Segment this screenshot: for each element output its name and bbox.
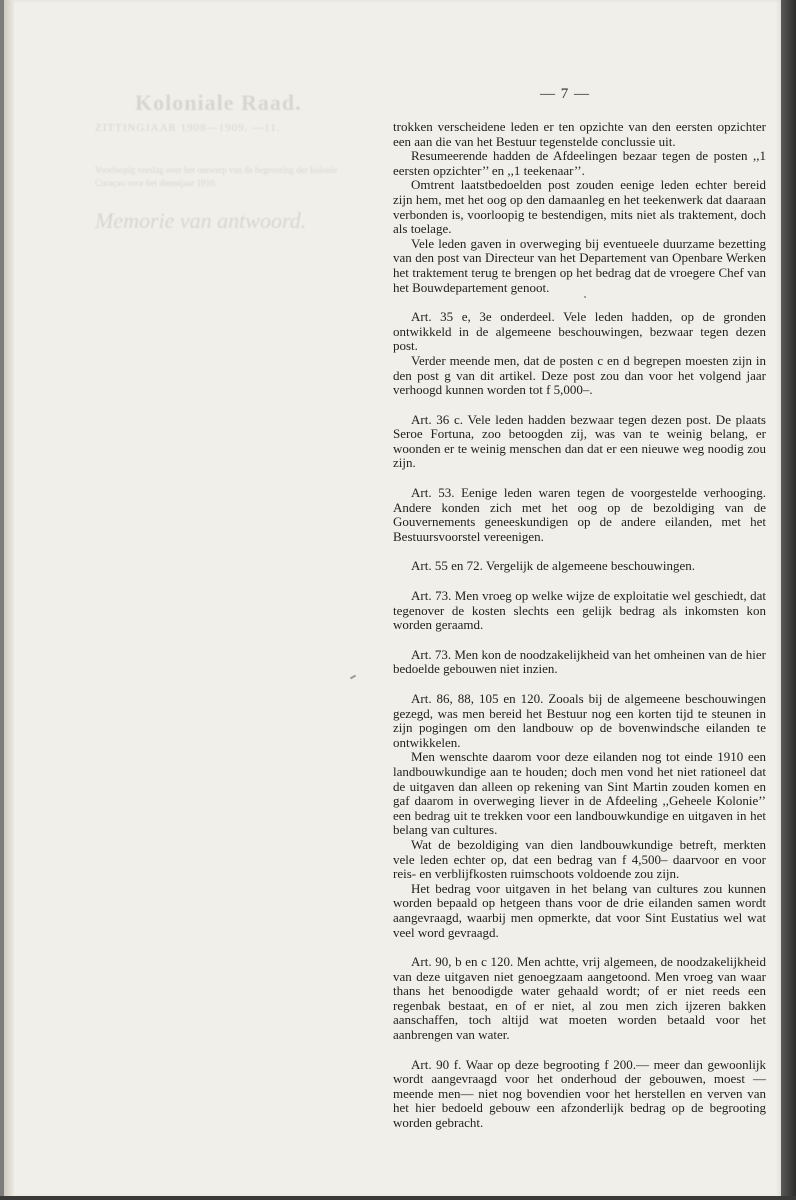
bleed-through-line-3: Voorloopig verslag over het ontwerp van de begrooting der kolonie Curaçao voor het dienstjaar 1910. xyxy=(95,165,338,188)
paragraph: Resumeerende hadden de Afdeelingen bezaar tegen de posten ,,1 eersten opzichter’’ en ,,1 teekenaar’’. xyxy=(393,148,766,178)
paragraph-gap xyxy=(393,295,766,310)
paragraph-gap xyxy=(393,677,766,692)
paragraph-gap xyxy=(393,940,766,955)
page-number: — 7 — xyxy=(540,86,590,102)
paragraph-gap xyxy=(393,574,766,589)
paragraph: Vele leden gaven in overweging bij eventueele duurzame bezetting van den post van Directeur van het Departement van Openbare Werken het traktement terug te brengen op het bedrag dat de vroegere Chef van het Bouwdepartement genoot. xyxy=(393,235,766,295)
page-bottom-edge xyxy=(0,1196,796,1200)
paragraph: Art. 35 e, 3e onderdeel. Vele leden hadden, op de gronden ontwikkeld in de algemeene beschouwingen, bezwaar tegen dezen post. xyxy=(393,309,766,354)
paragraph: Art. 73. Men kon de noodzakelijkheid van het omheinen van de hier bedoelde gebouwen niet inzien. xyxy=(393,646,766,677)
bleed-through-line-2: ZITTINGJAAR 1908—1909. —11. xyxy=(95,122,281,134)
paragraph: Art. 90, b en c 120. Men achtte, vrij algemeen, de noodzakelijkheid van deze uitgaven niet genoegzaam aangetoond. Men vroeg van waar thans het benoodigde water gehaald wordt; of er niet reeds een regenbak bestaat, en of er niet, al zou men zich ijzeren bakken aanschaffen, toch altijd wat moeten worden betaald voor het aanbrengen van water. xyxy=(393,954,766,1043)
paragraph: Art. 90 f. Waar op deze begrooting f 200.— meer dan gewoonlijk wordt aangevraagd voor het onderhoud der gebouwen, moest —meende men— niet nog bovendien voor het herstellen en verven van het hier bedoeld gebouw een afzonderlijk bedrag op de begrooting worden gebracht. xyxy=(393,1056,766,1131)
paragraph: Het bedrag voor uitgaven in het belang van cultures zou kunnen worden bepaald op hetgeen thans voor de drie eilanden samen wordt aangevraagd, waarbij men opmerkte, dat voor Sint Eustatius wel wat veel word gevraagd. xyxy=(393,880,766,940)
paragraph-gap xyxy=(393,633,766,648)
paragraph: Art. 55 en 72. Vergelijk de algemeene beschouwingen. xyxy=(411,558,695,574)
paragraph: Art. 53. Eenige leden waren tegen de voorgestelde verhooging. Andere konden zich met het oog op de bezoldiging van de Gouvernements geneeskundigen op de andere eilanden, met het Bestuursvoorstel vereenigen. xyxy=(393,485,766,544)
paragraph: Men wenschte daarom voor deze eilanden nog tot einde 1910 een landbouwkundige aan te houden; doch men vond het niet rationeel dat de uitgaven dan alleen op rekening van Sint Martin zouden komen en gaf daarom in overweging liever in de Afdeeling ,,Geheele Kolonie’’ een bedrag uit te trekken voor een landbouwkundige en uitgaven in het belang van cultures. xyxy=(393,749,766,838)
paragraph: Art. 73. Men vroeg op welke wijze de exploitatie wel geschiedt, dat tegenover de kosten slechts een gelijk bedrag als inkomsten kon worden geraamd. xyxy=(393,588,766,633)
page-right-edge xyxy=(781,0,796,1200)
page-left-edge xyxy=(4,0,14,1197)
paragraph-gap xyxy=(393,398,766,413)
paragraph: Wat de bezoldiging van dien landbouwkundige betreft, merkten vele leden echter op, dat een bedrag van f 4,500– daarvoor en voor reis- en verblijfkosten ruimschoots voldoende zou zijn. xyxy=(393,836,766,882)
paragraph: Art. 86, 88, 105 en 120. Zooals bij de algemeene beschouwingen gezegd, was men bereid het Bestuur nog een korten tijd te steunen in zijn pogingen om den landbouw op de bovenwindsche eilanden te ontwikkelen. xyxy=(393,691,766,750)
paragraph: Omtrent laatstbedoelden post zouden eenige leden echter bereid zijn hem, met het oog op den damaanleg en het teekenwerk dat daaraan verbonden is, voorloopig te bestendigen, mits niet als traktement, doch als toelage. xyxy=(393,177,766,237)
bleed-through-text xyxy=(95,90,355,234)
paragraph: trokken verscheidene leden er ten opzichte van den eersten opzichter een aan die van het Bestuur tegenstelde conclussie uit. xyxy=(393,119,766,149)
bleed-through-line-4: Memorie van antwoord. xyxy=(95,208,307,233)
paragraph: Verder meende men, dat de posten c en d begrepen moesten zijn in den post g van dit artikel. Deze post zou dan voor het volgend jaar verhoogd kunnen worden tot f 5,000–. xyxy=(393,352,766,398)
paragraph: Art. 36 c. Vele leden hadden bezwaar tegen dezen post. De plaats Seroe Fortuna, zoo betoogden zij, was van te weinig belang, er woonden er te weinig menschen dan dat er een nieuwe weg noodig zou zijn. xyxy=(393,411,766,471)
bleed-through-line-1: Koloniale Raad. xyxy=(135,90,302,115)
paragraph-gap xyxy=(393,544,766,559)
paragraph-gap xyxy=(393,471,766,486)
body-text-column xyxy=(393,120,766,1131)
paragraph-gap xyxy=(393,1043,766,1058)
